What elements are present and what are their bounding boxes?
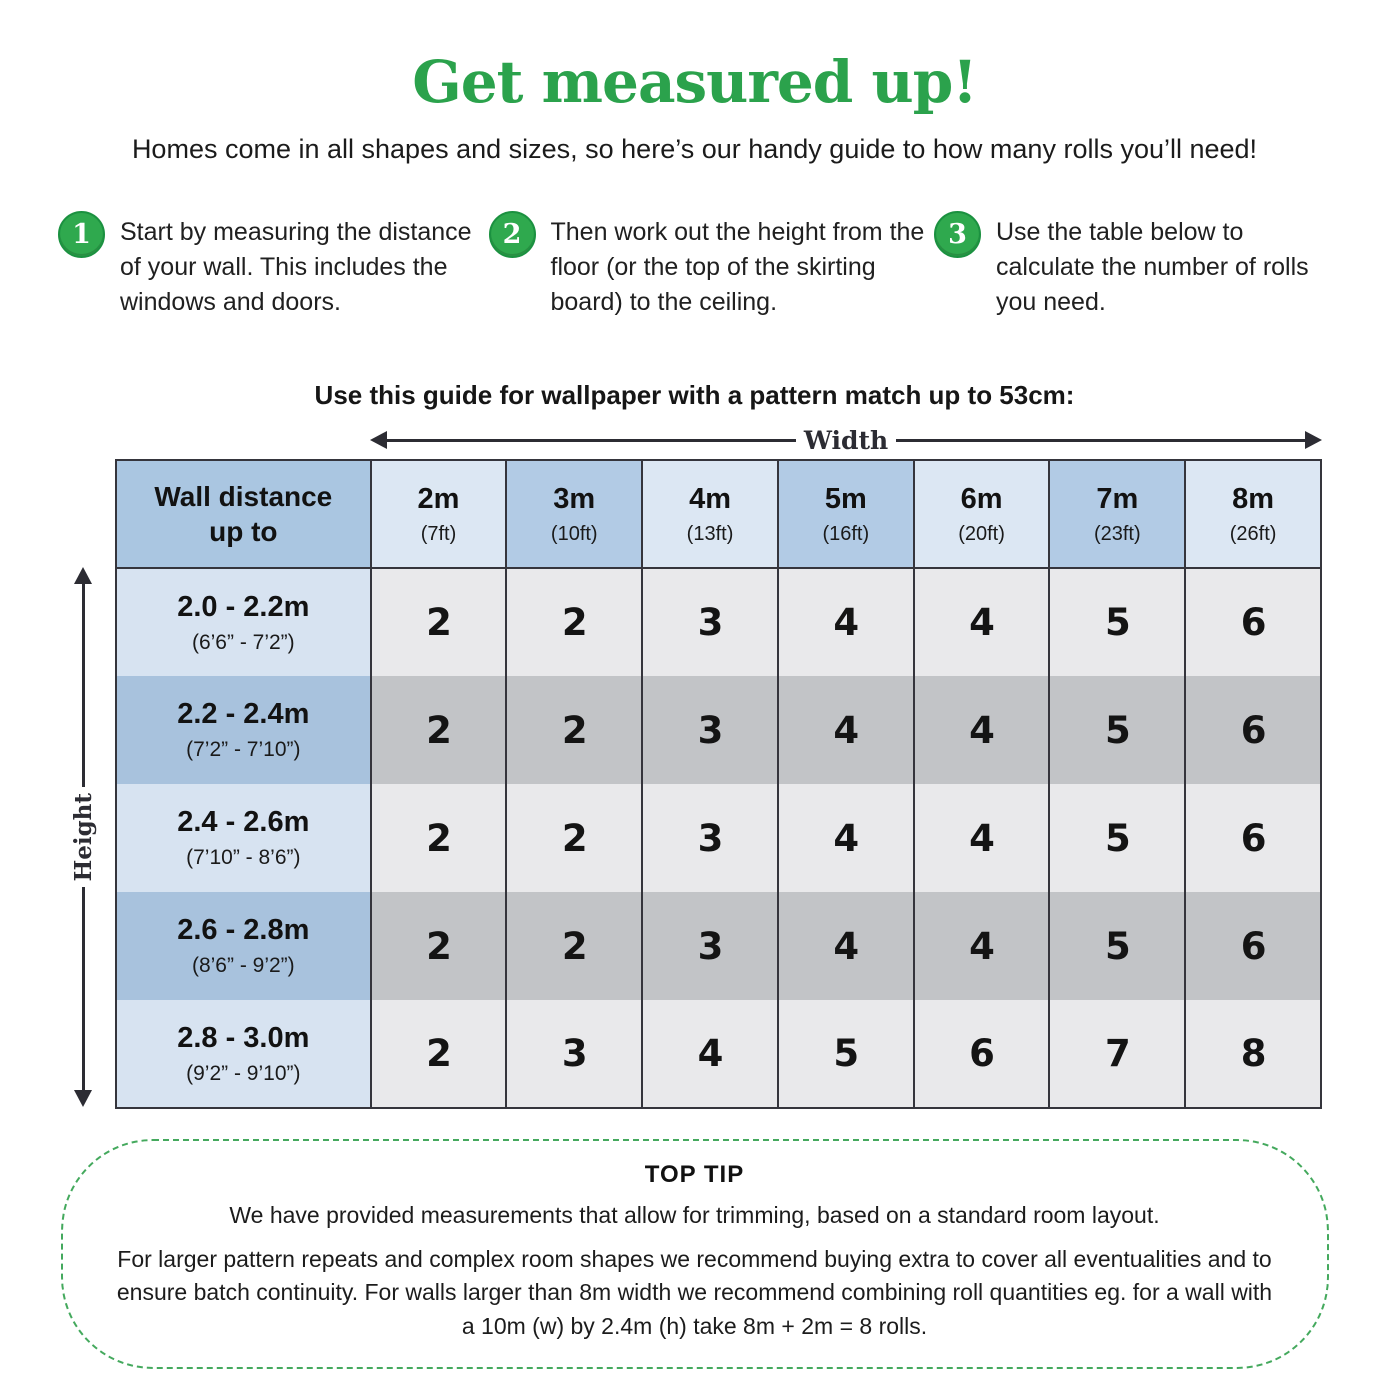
rolls-count-cell: 2	[506, 568, 642, 676]
width-axis	[370, 425, 1322, 455]
corner-header-line2: up to	[209, 516, 278, 547]
rolls-count-cell: 6	[914, 1000, 1050, 1108]
row-label-cell	[116, 568, 371, 676]
rolls-count-cell: 2	[506, 892, 642, 1000]
table-row	[116, 784, 1321, 892]
column-header-feet: (16ft)	[822, 522, 870, 545]
steps-row	[58, 215, 1329, 320]
page-title: Get measured up!	[412, 48, 977, 116]
table-row	[116, 676, 1321, 784]
rolls-count-cell: 8	[1185, 1000, 1321, 1108]
column-header-metres: 8m	[1232, 482, 1275, 515]
arrow-left-icon	[370, 431, 387, 449]
top-tip-heading: TOP TIP	[644, 1161, 745, 1188]
step-2	[489, 215, 934, 320]
row-label-metres: 2.2 - 2.4m	[177, 698, 310, 730]
column-header-metres: 2m	[417, 482, 460, 515]
rolls-count-cell: 2	[371, 1000, 507, 1108]
top-tip-box	[61, 1139, 1329, 1369]
height-axis-label: Height	[69, 792, 97, 882]
column-header-cell	[1185, 460, 1321, 568]
step-2-number-badge: 2	[489, 211, 536, 258]
rolls-count-cell: 2	[371, 892, 507, 1000]
column-header-cell	[914, 460, 1050, 568]
column-header-cell	[371, 460, 507, 568]
rolls-count-cell: 6	[1185, 784, 1321, 892]
height-axis-line	[82, 584, 85, 787]
rolls-count-cell: 3	[642, 568, 778, 676]
rolls-count-cell: 3	[642, 784, 778, 892]
row-label-metres: 2.8 - 3.0m	[177, 1021, 310, 1054]
top-tip-line2: For larger pattern repeats and complex room shapes we recommend buying extra to cover all eventualities and to ensure batch continuity. For walls larger than 8m width we recommend combining roll quantities eg. for a wall with a 10m (w) by 2.4m (h) take 8m + 2m = 8 rolls.	[116, 1246, 1273, 1339]
rolls-table	[115, 459, 1322, 1109]
rolls-count-cell: 4	[778, 892, 914, 1000]
column-header-metres: 4m	[689, 482, 731, 515]
rolls-count-cell: 4	[914, 568, 1050, 676]
rolls-count-cell: 3	[642, 676, 778, 784]
height-axis-line	[82, 887, 85, 1090]
column-header-cell	[1049, 460, 1185, 568]
rolls-count-cell: 3	[642, 892, 778, 1000]
row-label-feet: (7’10” - 8’6”)	[186, 846, 301, 869]
rolls-count-cell: 4	[914, 892, 1050, 1000]
rolls-count-cell: 2	[506, 676, 642, 784]
rolls-count-cell: 5	[778, 1000, 914, 1108]
step-2-text: Then work out the height from the floor (or the top of the skirting board) to the ceiling.	[550, 218, 925, 316]
column-header-feet: (7ft)	[420, 522, 457, 545]
column-header-cell	[506, 460, 642, 568]
rolls-count-cell: 2	[371, 568, 507, 676]
column-header-metres: 3m	[553, 482, 596, 515]
column-header-metres: 7m	[1096, 482, 1139, 515]
row-label-cell	[116, 784, 371, 892]
row-label-cell	[116, 1000, 371, 1108]
row-label-feet: (8’6” - 9’2”)	[191, 954, 295, 977]
rolls-count-cell: 2	[506, 784, 642, 892]
table-header-row	[116, 460, 1321, 568]
column-header-metres: 5m	[824, 482, 867, 515]
column-header-cell	[642, 460, 778, 568]
table-row	[116, 1000, 1321, 1108]
row-label-metres: 2.6 - 2.8m	[177, 914, 310, 946]
rolls-count-cell: 5	[1049, 568, 1185, 676]
rolls-count-cell: 4	[642, 1000, 778, 1108]
row-label-metres: 2.4 - 2.6m	[177, 806, 310, 838]
table-row	[116, 568, 1321, 676]
rolls-count-cell: 5	[1049, 784, 1185, 892]
column-header-feet: (10ft)	[550, 522, 598, 545]
step-1-text: Start by measuring the distance of your wall. This includes the windows and doors.	[120, 218, 472, 316]
column-header-feet: (23ft)	[1093, 522, 1141, 545]
rolls-count-cell: 4	[914, 784, 1050, 892]
rolls-count-cell: 4	[914, 676, 1050, 784]
row-label-feet: (7’2” - 7’10”)	[186, 738, 301, 761]
rolls-count-cell: 3	[506, 1000, 642, 1108]
step-3-number-badge: 3	[934, 211, 981, 258]
corner-header-line1: Wall distance	[154, 481, 333, 512]
rolls-count-cell: 4	[778, 568, 914, 676]
table-caption: Use this guide for wallpaper with a pattern match up to 53cm:	[314, 380, 1075, 410]
row-label-cell	[116, 892, 371, 1000]
corner-header-cell	[116, 460, 371, 568]
rolls-count-cell: 6	[1185, 676, 1321, 784]
width-axis-line	[387, 439, 796, 442]
top-tip-line1: We have provided measurements that allow for trimming, based on a standard room layout.	[229, 1202, 1160, 1228]
height-axis	[63, 567, 103, 1107]
row-label-feet: (6’6” - 7’2”)	[191, 630, 295, 654]
step-1-number-badge: 1	[58, 211, 105, 258]
rolls-count-cell: 7	[1049, 1000, 1185, 1108]
rolls-count-cell: 4	[778, 676, 914, 784]
step-1	[58, 215, 488, 320]
column-header-feet: (26ft)	[1229, 522, 1277, 545]
column-header-feet: (13ft)	[686, 522, 734, 545]
width-axis-line	[896, 439, 1305, 442]
rolls-count-cell: 2	[371, 784, 507, 892]
step-3-text: Use the table below to calculate the number of rolls you need.	[996, 218, 1309, 316]
row-label-cell	[116, 676, 371, 784]
arrow-up-icon	[74, 567, 92, 584]
rolls-count-cell: 6	[1185, 892, 1321, 1000]
column-header-metres: 6m	[960, 482, 1003, 515]
rolls-count-cell: 4	[778, 784, 914, 892]
row-label-feet: (9’2” - 9’10”)	[186, 1061, 301, 1085]
step-3	[934, 215, 1329, 320]
rolls-count-cell: 2	[371, 676, 507, 784]
rolls-count-cell: 6	[1185, 568, 1321, 676]
arrow-right-icon	[1305, 431, 1322, 449]
rolls-count-cell: 5	[1049, 892, 1185, 1000]
width-axis-label: Width	[803, 425, 889, 455]
column-header-cell	[778, 460, 914, 568]
rolls-count-cell: 5	[1049, 676, 1185, 784]
row-label-metres: 2.0 - 2.2m	[177, 590, 310, 623]
arrow-down-icon	[74, 1090, 92, 1107]
page-subtitle: Homes come in all shapes and sizes, so here’s our handy guide to how many rolls you’ll need!	[131, 134, 1258, 164]
table-wrap	[69, 425, 1322, 1109]
column-header-feet: (20ft)	[958, 522, 1005, 545]
table-row	[116, 892, 1321, 1000]
